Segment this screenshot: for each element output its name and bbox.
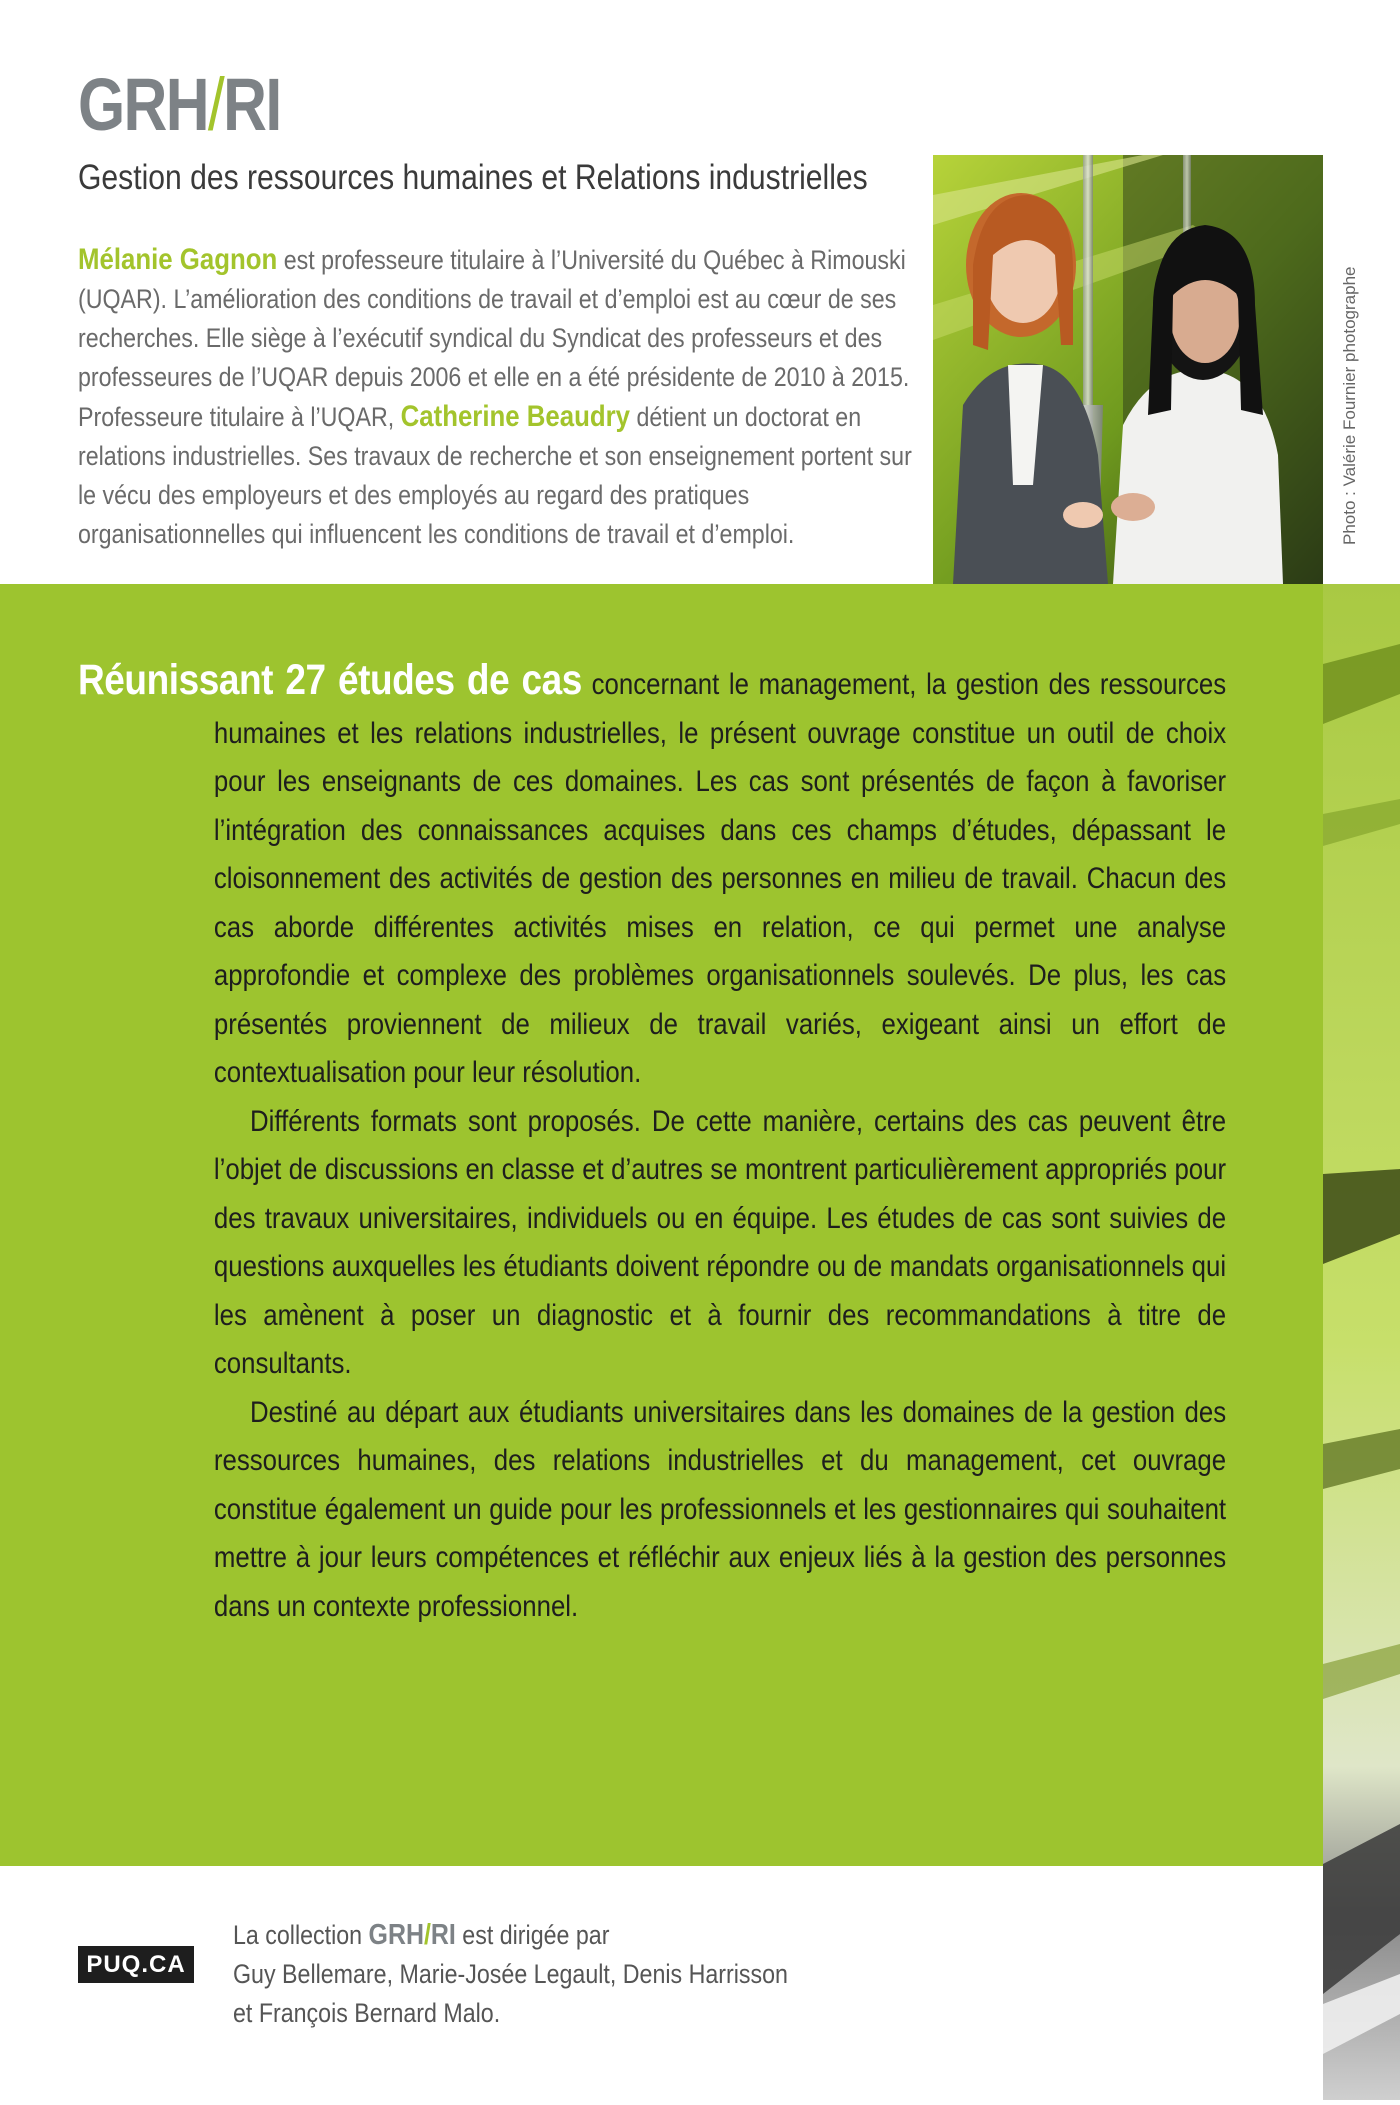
description-p1-text: concernant le management, la gestion des ressources humaines et les relations industrielles, le présent ouvrage constitue un outil de choix pour les enseignants de ces domaines. Les cas sont présentés de façon à favoriser l’intégration des connaissances acquises dans ces champs d’études, dépassant le cloisonnement des activités de gestion des personnes en milieu de travail. Chacun des cas aborde différentes activités mises en relation, ce qui permet une analyse approfondie et complexe des problèmes organisationnels soulevés. De plus, les cas présentés proviennent de milieux de travail variés, exigeant ainsi un effort de contextualisation pour leur résolution. [213,668,1227,1089]
coll-suffix: est dirigée par [455,1920,610,1950]
author1-name: Mélanie Gagnon [78,243,278,276]
authors-photo-illustration [933,155,1323,584]
side-strip-illustration [1323,584,1400,2100]
photo-credit: Photo : Valérie Fournier photographe [1340,266,1359,545]
description-paragraph-3: Destiné au départ aux étudiants universitaires dans les domaines de la gestion des ressources humaines, des relations industrielles et du management, cet ouvrage constitue également un guide pour les professionnels et les gestionnaires qui souhaitent mettre à jour leurs compétences et réfléchir aux enjeux liés à la gestion des personnes dans un contexte professionnel. [213,1395,1227,1623]
logo-grh: GRH [78,63,208,146]
description-lead: Réunissant 27 études de cas [78,656,582,704]
description-paragraph-2: Différents formats sont proposés. De cette manière, certains des cas peuvent être l’objet de discussions en classe et d’autres se montrent particulièrement appropriés pour des travaux universitaires, individuels ou en équipe. Les études de cas sont suivies de questions auxquelles les étudiants doivent répondre ou de mandats organisationnels qui les amènent à poser un diagnostic et à fournir des recommandations à titre de consultants. [213,1104,1227,1380]
directors-line-2: et François Bernard Malo. [233,1998,501,2028]
author-bios [78,240,934,554]
collection-logo [78,63,281,146]
publisher-badge[interactable]: PUQ.CA [78,1946,194,1983]
description-paragraph-1 [78,656,1226,1098]
coll-brand-ri: RI [430,1919,456,1951]
authors-photo [933,155,1323,584]
author2-bio: détient un doctorat en relations industrielles. Ses travaux de recherche et son enseignement portent sur le vécu des employeurs et des employés au regard des pratiques organisationnelles qui influencent les conditions de travail et d’emploi. [78,402,912,549]
author1-bio: est professeure titulaire à l’Université du Québec à Rimouski (UQAR). L’amélioration des conditions de travail et d’emploi est au cœur de ses recherches. Elle siège à l’exécutif syndical du Syndicat des professeurs et des professeures de l’UQAR depuis 2006 et elle en a été présidente de 2010 à 2015. Professeure titulaire à l’UQAR, [78,245,910,432]
collection-line [233,1916,835,1955]
logo-ri: RI [223,63,281,146]
book-description [78,656,1226,1631]
coll-brand-grh: GRH [368,1919,424,1951]
decorative-side-strip [1323,584,1400,2100]
collection-directors [233,1916,835,2033]
coll-prefix: La collection [233,1920,369,1950]
coll-brand-slash: / [423,1919,431,1951]
coll-brand [369,1919,456,1951]
logo-slash: / [207,63,224,146]
collection-subtitle: Gestion des ressources humaines et Relations industrielles [78,158,868,197]
author2-name: Catherine Beaudry [400,400,631,433]
directors-line-1: Guy Bellemare, Marie-Josée Legault, Denis Harrisson [233,1959,788,1989]
